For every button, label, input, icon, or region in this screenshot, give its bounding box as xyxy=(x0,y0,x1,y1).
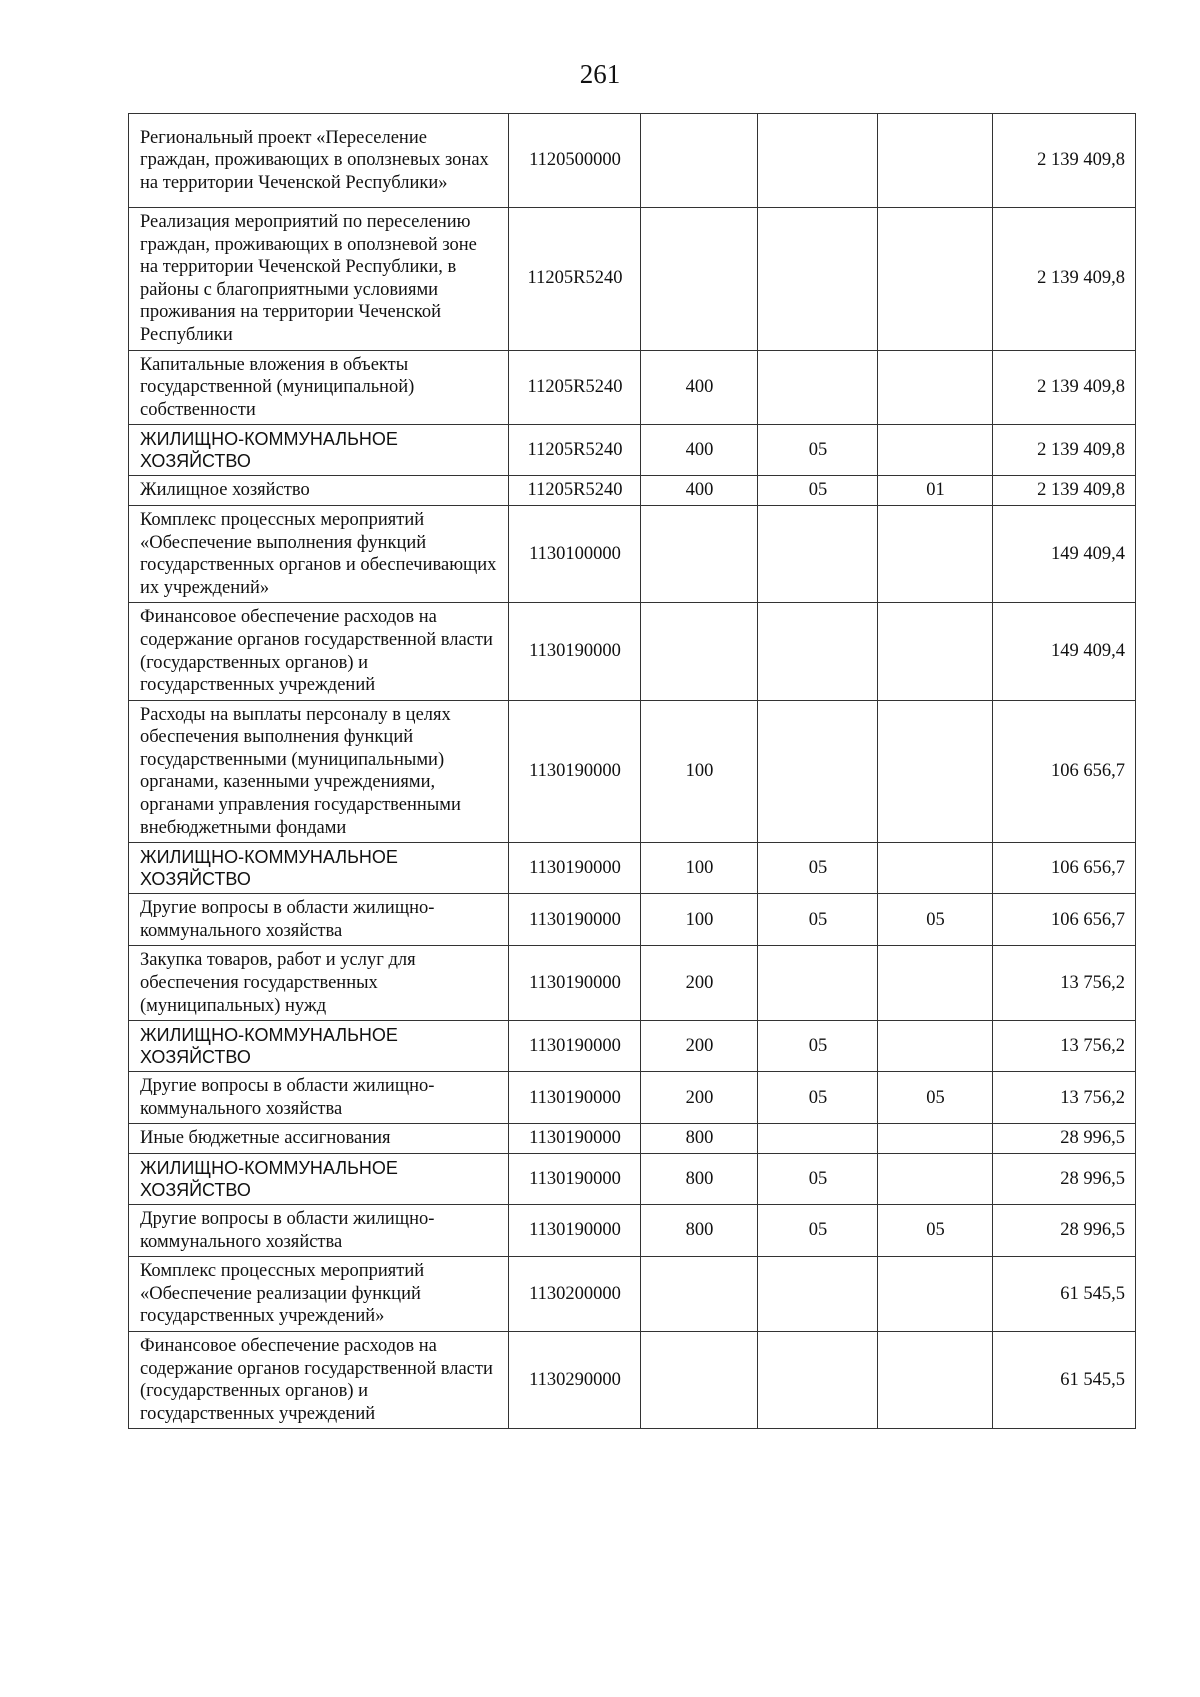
row-section: 05 xyxy=(758,843,878,894)
row-expense-type: 100 xyxy=(641,894,758,946)
row-subsection xyxy=(878,1257,993,1332)
row-subsection xyxy=(878,208,993,351)
row-name: Другие вопросы в области жилищно-коммунального хозяйства xyxy=(129,1072,509,1124)
table-row xyxy=(129,505,1136,602)
row-target-code: 1130190000 xyxy=(509,1124,641,1154)
row-amount: 149 409,4 xyxy=(993,603,1136,700)
row-expense-type: 200 xyxy=(641,946,758,1021)
row-section xyxy=(758,1124,878,1154)
row-amount: 13 756,2 xyxy=(993,946,1136,1021)
table-row xyxy=(129,350,1136,425)
row-target-code: 1130290000 xyxy=(509,1331,641,1428)
row-name: ЖИЛИЩНО-КОММУНАЛЬНОЕ ХОЗЯЙСТВО xyxy=(129,1154,509,1205)
row-target-code: 1130190000 xyxy=(509,894,641,946)
row-name: Жилищное хозяйство xyxy=(129,476,509,506)
row-subsection: 01 xyxy=(878,476,993,506)
row-section: 05 xyxy=(758,894,878,946)
row-amount: 2 139 409,8 xyxy=(993,425,1136,476)
row-expense-type xyxy=(641,505,758,602)
row-amount: 2 139 409,8 xyxy=(993,476,1136,506)
row-expense-type: 200 xyxy=(641,1021,758,1072)
row-amount: 106 656,7 xyxy=(993,843,1136,894)
row-target-code: 1130190000 xyxy=(509,603,641,700)
table-row xyxy=(129,1205,1136,1257)
budget-table-body xyxy=(129,114,1136,1429)
row-subsection xyxy=(878,1021,993,1072)
row-section xyxy=(758,208,878,351)
row-subsection xyxy=(878,505,993,602)
row-subsection xyxy=(878,843,993,894)
row-name: ЖИЛИЩНО-КОММУНАЛЬНОЕ ХОЗЯЙСТВО xyxy=(129,1021,509,1072)
row-subsection xyxy=(878,603,993,700)
table-row xyxy=(129,1154,1136,1205)
row-target-code: 1130190000 xyxy=(509,946,641,1021)
table-row xyxy=(129,208,1136,351)
row-section xyxy=(758,946,878,1021)
row-name: Другие вопросы в области жилищно-коммунального хозяйства xyxy=(129,894,509,946)
row-name: Закупка товаров, работ и услуг для обеспечения государственных (муниципальных) нужд xyxy=(129,946,509,1021)
table-row xyxy=(129,894,1136,946)
row-target-code: 1130200000 xyxy=(509,1257,641,1332)
row-name: Другие вопросы в области жилищно-коммунального хозяйства xyxy=(129,1205,509,1257)
row-target-code: 11205R5240 xyxy=(509,476,641,506)
row-name: Расходы на выплаты персоналу в целях обеспечения выполнения функций государственными (муниципальными) органами, казенными учреждениями, органами управления государственными внебюджетными фондами xyxy=(129,700,509,843)
table-row xyxy=(129,114,1136,208)
table-row xyxy=(129,946,1136,1021)
row-subsection xyxy=(878,114,993,208)
table-row xyxy=(129,700,1136,843)
table-row xyxy=(129,1072,1136,1124)
row-target-code: 1130190000 xyxy=(509,1205,641,1257)
row-subsection: 05 xyxy=(878,1072,993,1124)
row-section xyxy=(758,1257,878,1332)
row-target-code: 1130190000 xyxy=(509,1154,641,1205)
row-subsection xyxy=(878,350,993,425)
row-subsection: 05 xyxy=(878,1205,993,1257)
row-expense-type xyxy=(641,1331,758,1428)
row-name: Капитальные вложения в объекты государственной (муниципальной) собственности xyxy=(129,350,509,425)
row-section xyxy=(758,114,878,208)
row-section xyxy=(758,700,878,843)
row-expense-type: 100 xyxy=(641,843,758,894)
row-name: Иные бюджетные ассигнования xyxy=(129,1124,509,1154)
budget-table xyxy=(128,113,1136,1429)
row-section xyxy=(758,1331,878,1428)
row-name: Реализация мероприятий по переселению граждан, проживающих в оползневой зоне на территории Чеченской Республики, в районы с благоприятными условиями проживания на территории Чеченской Республики xyxy=(129,208,509,351)
page-number: 261 xyxy=(579,59,621,89)
row-amount: 61 545,5 xyxy=(993,1331,1136,1428)
row-expense-type: 800 xyxy=(641,1154,758,1205)
table-row xyxy=(129,843,1136,894)
row-section xyxy=(758,350,878,425)
row-expense-type: 400 xyxy=(641,350,758,425)
row-name: Комплекс процессных мероприятий «Обеспечение реализации функций государственных учреждений» xyxy=(129,1257,509,1332)
row-expense-type: 800 xyxy=(641,1124,758,1154)
table-row xyxy=(129,476,1136,506)
row-expense-type xyxy=(641,208,758,351)
row-subsection xyxy=(878,1124,993,1154)
row-expense-type: 400 xyxy=(641,425,758,476)
row-section xyxy=(758,505,878,602)
row-section: 05 xyxy=(758,425,878,476)
row-amount: 149 409,4 xyxy=(993,505,1136,602)
row-section: 05 xyxy=(758,1205,878,1257)
row-target-code: 1130190000 xyxy=(509,700,641,843)
row-expense-type: 100 xyxy=(641,700,758,843)
row-amount: 13 756,2 xyxy=(993,1072,1136,1124)
row-target-code: 11205R5240 xyxy=(509,350,641,425)
row-amount: 2 139 409,8 xyxy=(993,350,1136,425)
row-amount: 106 656,7 xyxy=(993,700,1136,843)
row-subsection xyxy=(878,700,993,843)
table-row xyxy=(129,1021,1136,1072)
row-section: 05 xyxy=(758,1154,878,1205)
table-row xyxy=(129,603,1136,700)
row-subsection xyxy=(878,425,993,476)
row-target-code: 11205R5240 xyxy=(509,208,641,351)
row-subsection xyxy=(878,1154,993,1205)
row-target-code: 1130190000 xyxy=(509,843,641,894)
row-target-code: 1130190000 xyxy=(509,1021,641,1072)
row-amount: 28 996,5 xyxy=(993,1205,1136,1257)
row-target-code: 11205R5240 xyxy=(509,425,641,476)
table-row xyxy=(129,425,1136,476)
row-expense-type xyxy=(641,603,758,700)
row-name: ЖИЛИЩНО-КОММУНАЛЬНОЕ ХОЗЯЙСТВО xyxy=(129,425,509,476)
row-amount: 28 996,5 xyxy=(993,1124,1136,1154)
row-section: 05 xyxy=(758,1021,878,1072)
row-expense-type: 200 xyxy=(641,1072,758,1124)
row-amount: 2 139 409,8 xyxy=(993,114,1136,208)
row-amount: 106 656,7 xyxy=(993,894,1136,946)
row-expense-type xyxy=(641,1257,758,1332)
row-name: Комплекс процессных мероприятий «Обеспечение выполнения функций государственных органов и обеспечивающих их учреждений» xyxy=(129,505,509,602)
table-row xyxy=(129,1331,1136,1428)
row-section: 05 xyxy=(758,476,878,506)
row-name: ЖИЛИЩНО-КОММУНАЛЬНОЕ ХОЗЯЙСТВО xyxy=(129,843,509,894)
row-name: Региональный проект «Переселение граждан, проживающих в оползневых зонах на территории Чеченской Республики» xyxy=(129,114,509,208)
row-amount: 61 545,5 xyxy=(993,1257,1136,1332)
row-amount: 13 756,2 xyxy=(993,1021,1136,1072)
row-expense-type: 400 xyxy=(641,476,758,506)
table-row xyxy=(129,1257,1136,1332)
row-target-code: 1130190000 xyxy=(509,1072,641,1124)
row-name: Финансовое обеспечение расходов на содержание органов государственной власти (государственных органов) и государственных учреждений xyxy=(129,603,509,700)
row-name: Финансовое обеспечение расходов на содержание органов государственной власти (государственных органов) и государственных учреждений xyxy=(129,1331,509,1428)
row-subsection xyxy=(878,1331,993,1428)
row-subsection xyxy=(878,946,993,1021)
row-expense-type xyxy=(641,114,758,208)
table-row xyxy=(129,1124,1136,1154)
row-target-code: 1130100000 xyxy=(509,505,641,602)
row-section xyxy=(758,603,878,700)
row-target-code: 1120500000 xyxy=(509,114,641,208)
row-section: 05 xyxy=(758,1072,878,1124)
row-amount: 28 996,5 xyxy=(993,1154,1136,1205)
row-expense-type: 800 xyxy=(641,1205,758,1257)
row-subsection: 05 xyxy=(878,894,993,946)
row-amount: 2 139 409,8 xyxy=(993,208,1136,351)
